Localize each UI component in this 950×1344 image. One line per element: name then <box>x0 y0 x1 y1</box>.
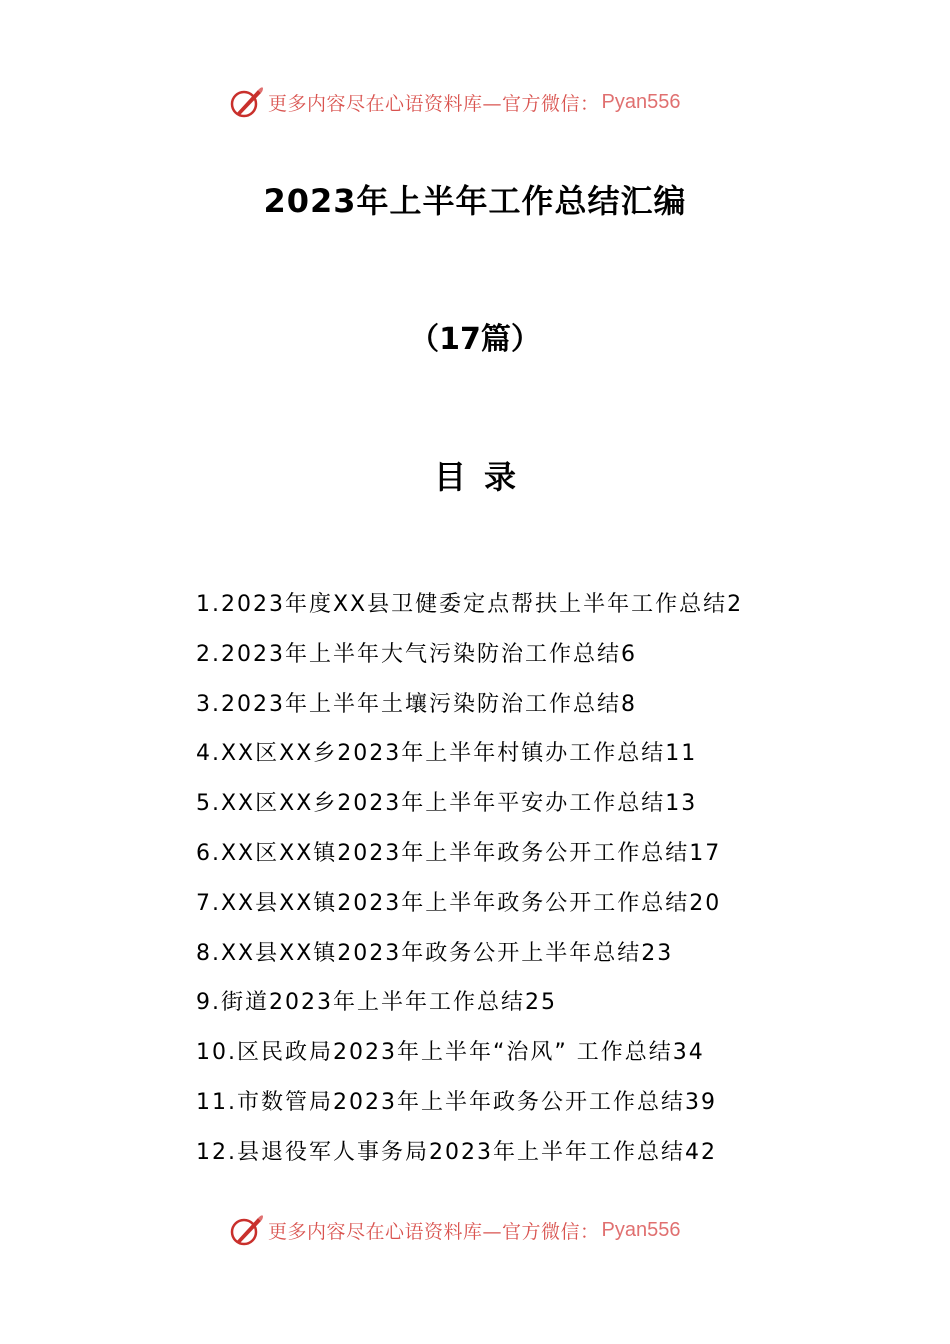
toc-item: 6.XX区XX镇2023年上半年政务公开工作总结17 <box>196 840 722 866</box>
watermark-text: 更多内容尽在心语资料库—官方微信： <box>268 1220 600 1243</box>
toc-item: 1.2023年度XX县卫健委定点帮扶上半年工作总结2 <box>196 592 744 617</box>
quill-pen-logo-icon <box>228 1212 264 1248</box>
quill-pen-logo-icon <box>228 84 264 120</box>
watermark-wechat-id: Pyan556 <box>601 90 681 113</box>
toc-item: 12.县退役军人事务局2023年上半年工作总结42 <box>196 1139 717 1165</box>
toc-item: 2.2023年上半年大气污染防治工作总结6 <box>196 641 637 667</box>
toc-heading: 目录 <box>433 458 534 496</box>
toc-item: 7.XX县XX镇2023年上半年政务公开工作总结20 <box>196 890 722 916</box>
document-title: 2023年上半年工作总结汇编 <box>263 182 687 220</box>
toc-item: 9.街道2023年上半年工作总结25 <box>196 990 557 1016</box>
toc-item: 10.区民政局2023年上半年“治风” 工作总结34 <box>196 1040 705 1066</box>
header-watermark <box>228 84 680 120</box>
toc-item: 8.XX县XX镇2023年政务公开上半年总结23 <box>196 940 674 966</box>
toc-item: 4.XX区XX乡2023年上半年村镇办工作总结11 <box>196 741 698 767</box>
watermark-wechat-id: Pyan556 <box>601 1218 681 1241</box>
footer-watermark <box>228 1212 680 1248</box>
table-of-contents <box>196 586 916 1184</box>
toc-item: 3.2023年上半年土壤污染防治工作总结8 <box>196 691 637 717</box>
document-subtitle: （17篇） <box>409 322 541 357</box>
watermark-text: 更多内容尽在心语资料库—官方微信： <box>268 92 600 115</box>
toc-item: 5.XX区XX乡2023年上半年平安办工作总结13 <box>196 791 698 817</box>
toc-item: 11.市数管局2023年上半年政务公开工作总结39 <box>196 1089 717 1115</box>
